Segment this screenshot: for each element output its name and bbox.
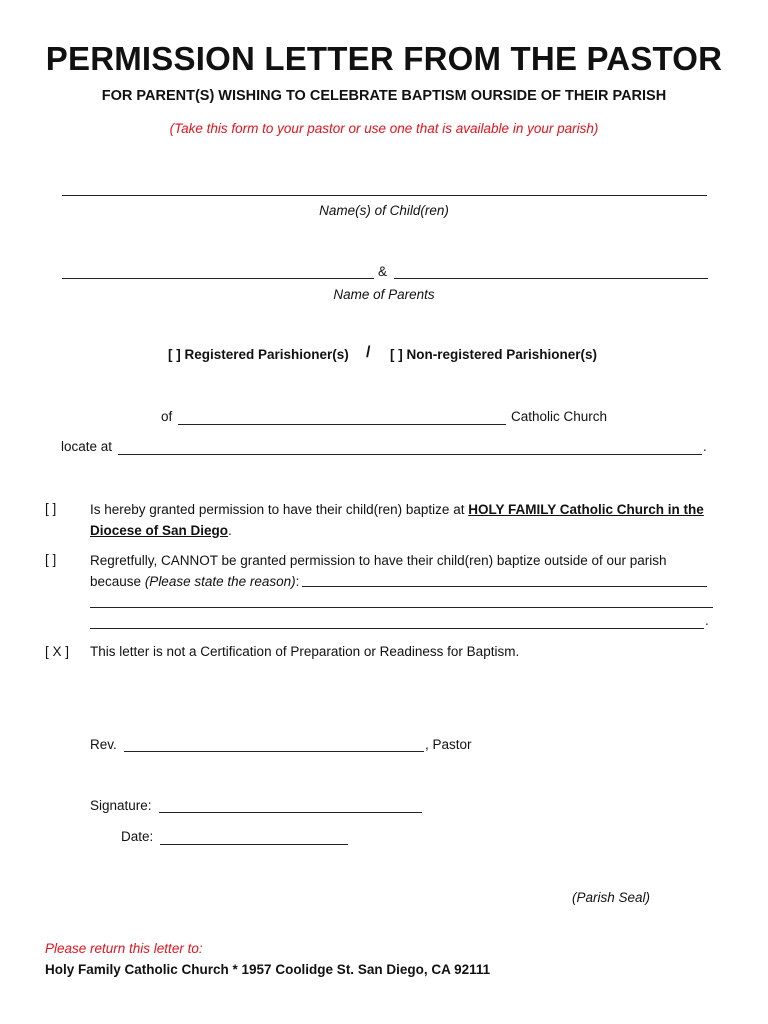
parent-one-field[interactable] <box>62 278 374 279</box>
pastor-suffix: , Pastor <box>425 737 472 752</box>
rev-label: Rev. <box>90 737 117 752</box>
reason-period: . <box>705 613 709 628</box>
granted-statement: Is hereby granted permission to have their child(ren) baptize at HOLY FAMILY Catholic Church in the Diocese of San Diego. <box>90 502 704 538</box>
parish-seal-label: (Parish Seal) <box>572 890 651 905</box>
registered-parishioner-checkbox[interactable]: [ ] Registered Parishioner(s) <box>168 347 349 362</box>
of-label: of <box>161 409 173 424</box>
reason-field-line-2[interactable] <box>90 607 713 608</box>
return-instruction: Please return this letter to: <box>45 941 203 956</box>
status-separator: / <box>366 344 371 361</box>
church-location-field[interactable] <box>118 454 702 455</box>
form-instruction: (Take this form to your pastor or use one that is available in your parish) <box>169 121 599 136</box>
reason-field-line-3[interactable] <box>90 628 704 629</box>
notice-checkbox[interactable]: [ X ] <box>45 644 70 659</box>
page-subtitle: FOR PARENT(S) WISHING TO CELEBRATE BAPTISM OURSIDE OF THEIR PARISH <box>101 88 667 104</box>
date-label: Date: <box>121 829 154 844</box>
locate-at-label: locate at <box>61 439 113 454</box>
date-field[interactable] <box>160 844 348 845</box>
pastor-name-field[interactable] <box>124 751 424 752</box>
holy-family-parish-name: HOLY FAMILY Catholic Church in the Diocese of San Diego <box>90 502 704 538</box>
denied-checkbox[interactable]: [ ] <box>45 552 57 567</box>
parent-two-field[interactable] <box>394 278 708 279</box>
signature-label: Signature: <box>90 798 152 813</box>
church-name-field[interactable] <box>178 424 506 425</box>
child-name-field[interactable] <box>62 195 707 196</box>
denied-statement: Regretfully, CANNOT be granted permission to have their child(ren) baptize outside of our parish because (Please state the reason): <box>90 553 667 589</box>
reason-field-line-1[interactable] <box>302 586 707 587</box>
parents-caption: Name of Parents <box>333 287 435 302</box>
granted-checkbox[interactable]: [ ] <box>45 501 57 516</box>
return-address: Holy Family Catholic Church * 1957 Coolidge St. San Diego, CA 92111 <box>45 962 491 977</box>
signature-field[interactable] <box>159 812 422 813</box>
parents-ampersand: & <box>378 264 388 279</box>
reason-prompt: (Please state the reason) <box>144 574 296 589</box>
location-period: . <box>703 439 707 454</box>
non-registered-parishioner-checkbox[interactable]: [ ] Non-registered Parishioner(s) <box>390 347 598 362</box>
child-name-caption: Name(s) of Child(ren) <box>319 203 449 218</box>
catholic-church-label: Catholic Church <box>511 409 608 424</box>
notice-statement: This letter is not a Certification of Preparation or Readiness for Baptism. <box>90 644 520 659</box>
page-title: PERMISSION LETTER FROM THE PASTOR <box>45 40 723 77</box>
